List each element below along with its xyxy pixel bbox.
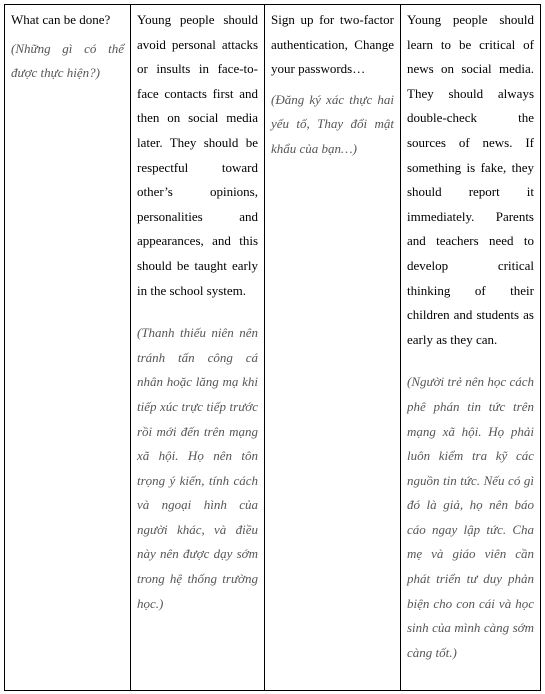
cell-text: Sign up for two-factor authentication, Change your passwords… xyxy=(271,12,394,77)
table-cell-heading xyxy=(5,5,131,691)
table-cell-authentication xyxy=(265,5,401,691)
cell-heading-translation: (Những gì có thể được thực hiện?) xyxy=(11,40,124,81)
cell-translation: (Thanh thiếu niên nên tránh tấn công cá nhân hoặc lăng mạ khi tiếp xúc trực tiếp trước rồi mới đến trên mạng xã hội. Họ nên tôn trọng ý kiến, tính cách và ngoại hình của người khác, và điều này nên được dạy sớm trong hệ thống trường học.) xyxy=(137,325,258,611)
cell-text: Young people should learn to be critical of news on social media. They should always double-check the sources of news. If something is fake, they should report it immediately. Parents and teachers need to develop critical thinking of their children and students as early as they can. xyxy=(407,12,534,347)
table-cell-critical-news xyxy=(401,5,541,691)
cell-translation: (Người trẻ nên học cách phê phán tin tức trên mạng xã hội. Họ phải luôn kiểm tra kỹ các nguồn tin tức. Nếu có gì đó là giả, họ nên báo cáo ngay lập tức. Cha mẹ và giáo viên cần phát triển tư duy phản biện cho con cái và học sinh của mình càng sớm càng tốt.) xyxy=(407,374,534,660)
cell-translation: (Đăng ký xác thực hai yếu tố, Thay đổi mật khẩu của bạn…) xyxy=(271,91,394,156)
cell-heading-text: What can be done? xyxy=(11,12,111,27)
cell-text: Young people should avoid personal attacks or insults in face-to-face contacts first and then on social media later. They should be respectful toward other’s opinions, personalities and appearances, and this should be taught early in the school system. xyxy=(137,12,258,298)
table-cell-personal-attacks xyxy=(131,5,265,691)
content-table xyxy=(4,4,541,691)
table-row xyxy=(5,5,541,691)
